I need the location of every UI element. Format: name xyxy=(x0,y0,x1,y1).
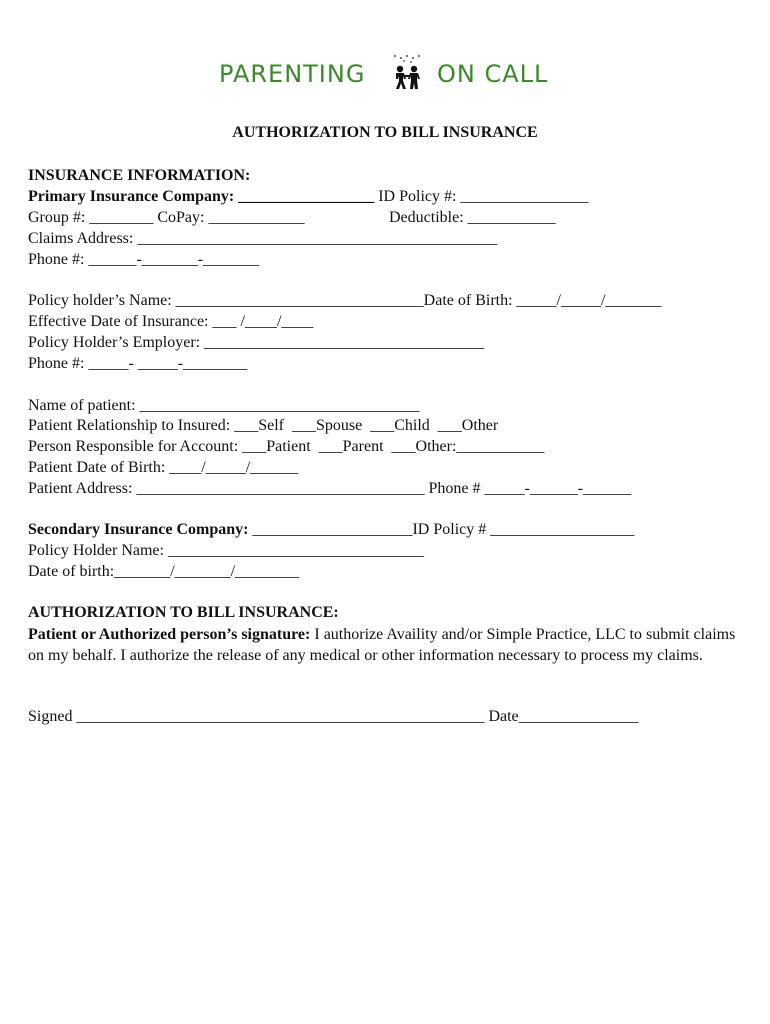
secondary-id-policy-field: ____________________ID Policy # __________________ xyxy=(248,521,635,538)
secondary-insurance-line xyxy=(28,520,634,540)
secondary-dob-field: Date of birth:_______/_______/________ xyxy=(28,563,300,580)
logo xyxy=(0,52,770,96)
logo-text-on-call: ON CALL xyxy=(437,60,549,88)
logo-text-parenting: PARENTING xyxy=(219,60,366,88)
secondary-insurance-label: Secondary Insurance Company: xyxy=(28,521,249,538)
signed-date-field: Signed ___________________________________________________ Date_______________ xyxy=(28,708,639,725)
children-icon xyxy=(389,54,425,94)
authorization-paragraph xyxy=(28,624,740,666)
authorization-text: I authorize Availity and/or Simple Practice, LLC to submit claims on my behalf. I authorize the release of any medical or other information necessary to process my claims. xyxy=(28,626,736,664)
patient-address-phone-field: Patient Address: ____________________________________ Phone # _____-______-______ xyxy=(28,480,632,497)
signature-label: Patient or Authorized person’s signature: xyxy=(28,626,311,643)
patient-relationship-field: Patient Relationship to Insured: ___Self ___Spouse ___Child ___Other xyxy=(28,417,499,434)
insurance-info-heading: INSURANCE INFORMATION: xyxy=(28,167,251,184)
authorization-heading: AUTHORIZATION TO BILL INSURANCE: xyxy=(28,604,339,621)
page-title: AUTHORIZATION TO BILL INSURANCE xyxy=(232,124,538,141)
patient-dob-field: Patient Date of Birth: ____/_____/______ xyxy=(28,459,299,476)
group-copay-field: Group #: ________ CoPay: ____________ xyxy=(28,209,305,226)
policy-holder-employer-field: Policy Holder’s Employer: ___________________________________ xyxy=(28,334,485,351)
patient-name-field: Name of patient: ___________________________________ xyxy=(28,397,420,414)
person-responsible-field: Person Responsible for Account: ___Patient ___Parent ___Other:___________ xyxy=(28,438,545,455)
primary-insurance-line xyxy=(28,187,588,207)
primary-id-policy-field: ID Policy #: ________________ xyxy=(374,188,589,205)
effective-date-field: Effective Date of Insurance: ___ /____/____ xyxy=(28,313,314,330)
insurance-phone-field: Phone #: ______-_______-_______ xyxy=(28,251,260,268)
policy-holder-phone-field: Phone #: _____- _____-________ xyxy=(28,355,248,372)
primary-insurance-label: Primary Insurance Company: _________________ xyxy=(28,188,375,205)
claims-address-field: Claims Address: _____________________________________________ xyxy=(28,230,498,247)
secondary-holder-name-field: Policy Holder Name: ________________________________ xyxy=(28,542,424,559)
policy-holder-name-dob-field: Policy holder’s Name: _______________________________Date of Birth: _____/_____/_______ xyxy=(28,292,662,309)
deductible-field: Deductible: ___________ xyxy=(389,209,556,226)
